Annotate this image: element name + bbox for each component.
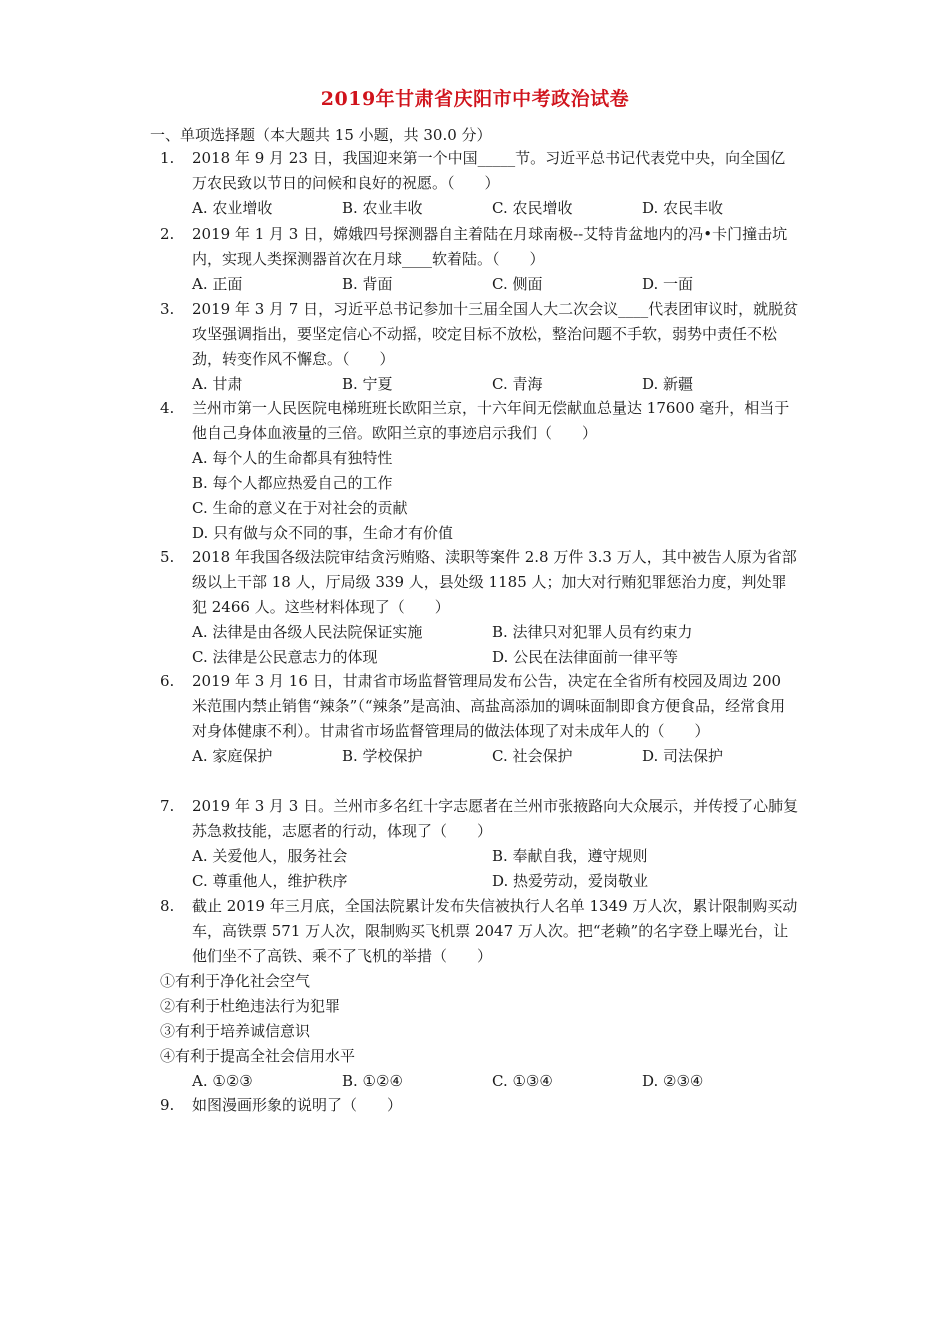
question-3 [160, 297, 800, 397]
question-number: 3. [160, 300, 175, 318]
statement-2: ②有利于杜绝违法行为犯罪 [160, 997, 341, 1015]
question-number: 1. [160, 149, 175, 167]
question-number: 4. [160, 399, 175, 417]
options-row [192, 372, 800, 397]
question-number: 8. [160, 897, 175, 915]
option-c: C. 法律是公民意志力的体现 [192, 648, 378, 666]
options-row [192, 272, 800, 297]
statement-4: ④有利于提高全社会信用水平 [160, 1047, 356, 1065]
option-a: A. 关爱他人，服务社会 [192, 847, 348, 865]
question-6 [160, 669, 800, 769]
statement-1: ①有利于净化社会空气 [160, 972, 311, 990]
option-d: D. 司法保护 [642, 747, 724, 765]
option-d: D. ②③④ [642, 1072, 704, 1090]
option-b: B. 学校保护 [342, 747, 423, 765]
option-a: A. ①②③ [192, 1072, 253, 1090]
option-c: C. ①③④ [492, 1072, 553, 1090]
question-2 [160, 222, 800, 297]
option-c: C. 农民增收 [492, 199, 573, 217]
question-number: 7. [160, 797, 175, 815]
option-d: D. 热爱劳动，爱岗敬业 [492, 872, 649, 890]
exam-title: 2019年甘肃省庆阳市中考政治试卷 [320, 88, 630, 110]
question-4 [160, 396, 800, 546]
option-c: C. 生命的意义在于对社会的贡献 [192, 499, 408, 517]
question-stem: 2019 年 3 月 3 日。兰州市多名红十字志愿者在兰州市张掖路向大众展示，并传授了心肺复苏急救技能，志愿者的行动，体现了（ ） [192, 797, 799, 840]
section-heading: 一、单项选择题（本大题共 15 小题，共 30.0 分） [150, 126, 492, 144]
option-c: C. 青海 [492, 375, 543, 393]
option-d: D. 农民丰收 [642, 199, 724, 217]
option-d: D. 公民在法律面前一律平等 [492, 648, 679, 666]
question-stem: 2018 年 9 月 23 日，我国迎来第一个中国_____节。习近平总书记代表党中央，向全国亿万农民致以节日的问候和良好的祝愿。（ ） [192, 149, 786, 192]
option-a: A. 法律是由各级人民法院保证实施 [192, 623, 423, 641]
option-a: A. 家庭保护 [192, 747, 273, 765]
option-c: C. 侧面 [492, 275, 543, 293]
option-b: B. 农业丰收 [342, 199, 423, 217]
options-row [192, 620, 800, 645]
question-8 [160, 894, 800, 1094]
question-stem: 2018 年我国各级法院审结贪污贿赂、渎职等案件 2.8 万件 3.3 万人，其中被告人原为省部级以上干部 18 人，厅局级 339 人，县处级 1185 人；加大对行贿犯罪惩治力度，判处罪犯 2466 人。这些材料体现了（ ） [192, 548, 797, 616]
options-row [192, 196, 800, 221]
question-number: 9. [160, 1096, 175, 1114]
option-b: B. 背面 [342, 275, 393, 293]
option-a: A. 甘肃 [192, 375, 243, 393]
question-stem: 2019 年 3 月 16 日，甘肃省市场监督管理局发布公告，决定在全省所有校园及周边 200 米范围内禁止销售“辣条”（“辣条”是高油、高盐高添加的调味面制即食方便食品，经常食用对身体健康不利）。甘肃省市场监督管理局的做法体现了对未成年人的（ ） [192, 672, 786, 740]
option-b: B. 奉献自我，遵守规则 [492, 847, 648, 865]
question-number: 2. [160, 225, 175, 243]
option-a: A. 正面 [192, 275, 243, 293]
question-number: 5. [160, 548, 175, 566]
statement-3: ③有利于培养诚信意识 [160, 1022, 311, 1040]
option-a: A. 每个人的生命都具有独特性 [192, 449, 393, 467]
options-row [192, 844, 800, 869]
option-b: B. 法律只对犯罪人员有约束力 [492, 623, 693, 641]
option-d: D. 只有做与众不同的事，生命才有价值 [192, 524, 454, 542]
option-c: C. 社会保护 [492, 747, 573, 765]
options-row [192, 869, 800, 894]
options-row [192, 645, 800, 670]
question-stem: 2019 年 1 月 3 日，嫦娥四号探测器自主着陆在月球南极--艾特肯盆地内的冯•卡门撞击坑内，实现人类探测器首次在月球____软着陆。（ ） [192, 225, 788, 268]
question-9 [160, 1093, 800, 1118]
option-d: D. 新疆 [642, 375, 694, 393]
question-stem: 截止 2019 年三月底，全国法院累计发布失信被执行人名单 1349 万人次，累计限制购买动车，高铁票 571 万人次，限制购买飞机票 2047 万人次。把“老赖”的名字登上曝光台，让他们坐不了高铁、乘不了飞机的举措（ ） [192, 897, 798, 965]
question-stem: 兰州市第一人民医院电梯班班长欧阳兰京，十六年间无偿献血总量达 17600 毫升，相当于他自己身体血液量的三倍。欧阳兰京的事迹启示我们（ ） [192, 399, 790, 442]
options-row [192, 1069, 800, 1094]
question-7 [160, 794, 800, 894]
option-d: D. 一面 [642, 275, 694, 293]
question-1 [160, 146, 800, 221]
option-b: B. 宁夏 [342, 375, 393, 393]
question-5 [160, 545, 800, 670]
options-row [192, 744, 800, 769]
option-c: C. 尊重他人，维护秩序 [192, 872, 348, 890]
option-b: B. 每个人都应热爱自己的工作 [192, 474, 393, 492]
option-b: B. ①②④ [342, 1072, 403, 1090]
question-stem: 如图漫画形象的说明了（ ） [192, 1096, 403, 1114]
question-number: 6. [160, 672, 175, 690]
question-stem: 2019 年 3 月 7 日，习近平总书记参加十三届全国人大二次会议____代表团审议时，就脱贫攻坚强调指出，要坚定信心不动摇，咬定目标不放松，整治问题不手软，弱势中责任不松劲，转变作风不懈怠。（ ） [192, 300, 799, 368]
option-a: A. 农业增收 [192, 199, 273, 217]
